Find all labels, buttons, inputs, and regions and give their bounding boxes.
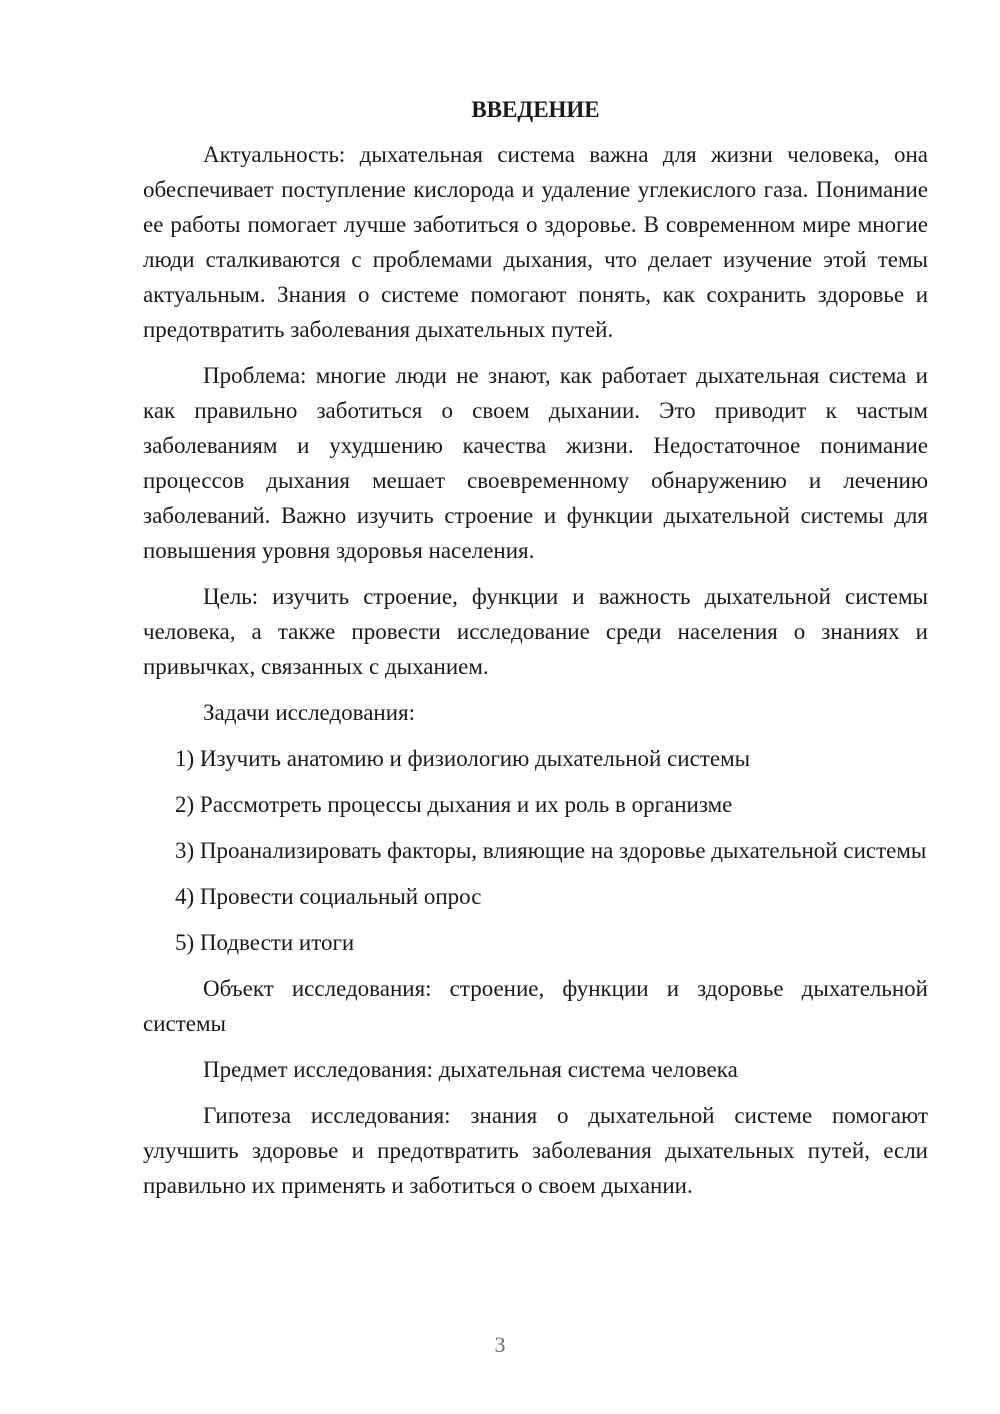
subject-paragraph: Предмет исследования: дыхательная система человека (203, 1057, 738, 1082)
page-number: 3 (494, 1332, 506, 1357)
object-paragraph: Объект исследования: строение, функции и здоровье дыхательной системы (143, 976, 928, 1036)
task-item: 2) Рассмотреть процессы дыхания и их роль в организме (175, 792, 733, 817)
task-item: 3) Проанализировать факторы, влияющие на здоровье дыхательной системы (175, 838, 927, 863)
page-content (143, 92, 928, 1214)
task-item: 1) Изучить анатомию и физиологию дыхательной системы (175, 746, 751, 771)
section-title: ВВЕДЕНИЕ (471, 97, 600, 122)
problem-paragraph: Проблема: многие люди не знают, как работает дыхательная система и как правильно заботиться о своем дыхании. Это приводит к частым заболеваниям и ухудшению качества жизни. Недостаточное понимание процессов дыхания мешает своевременному обнаружению и лечению заболеваний. Важно изучить строение и функции дыхательной системы для повышения уровня здоровья населения. (143, 363, 928, 563)
goal-paragraph: Цель: изучить строение, функции и важность дыхательной системы человека, а также провести исследование среди населения о знаниях и привычках, связанных с дыханием. (143, 584, 928, 679)
tasks-heading: Задачи исследования: (203, 700, 416, 725)
relevance-paragraph: Актуальность: дыхательная система важна для жизни человека, она обеспечивает поступление кислорода и удаление углекислого газа. Понимание ее работы помогает лучше заботиться о здоровье. В современном мире многие люди сталкиваются с проблемами дыхания, что делает изучение этой темы актуальным. Знания о системе помогают понять, как сохранить здоровье и предотвратить заболевания дыхательных путей. (143, 142, 928, 342)
task-item: 4) Провести социальный опрос (175, 884, 482, 909)
task-item: 5) Подвести итоги (175, 930, 355, 955)
hypothesis-paragraph: Гипотеза исследования: знания о дыхательной системе помогают улучшить здоровье и предотвратить заболевания дыхательных путей, если правильно их применять и заботиться о своем дыхании. (143, 1103, 928, 1198)
